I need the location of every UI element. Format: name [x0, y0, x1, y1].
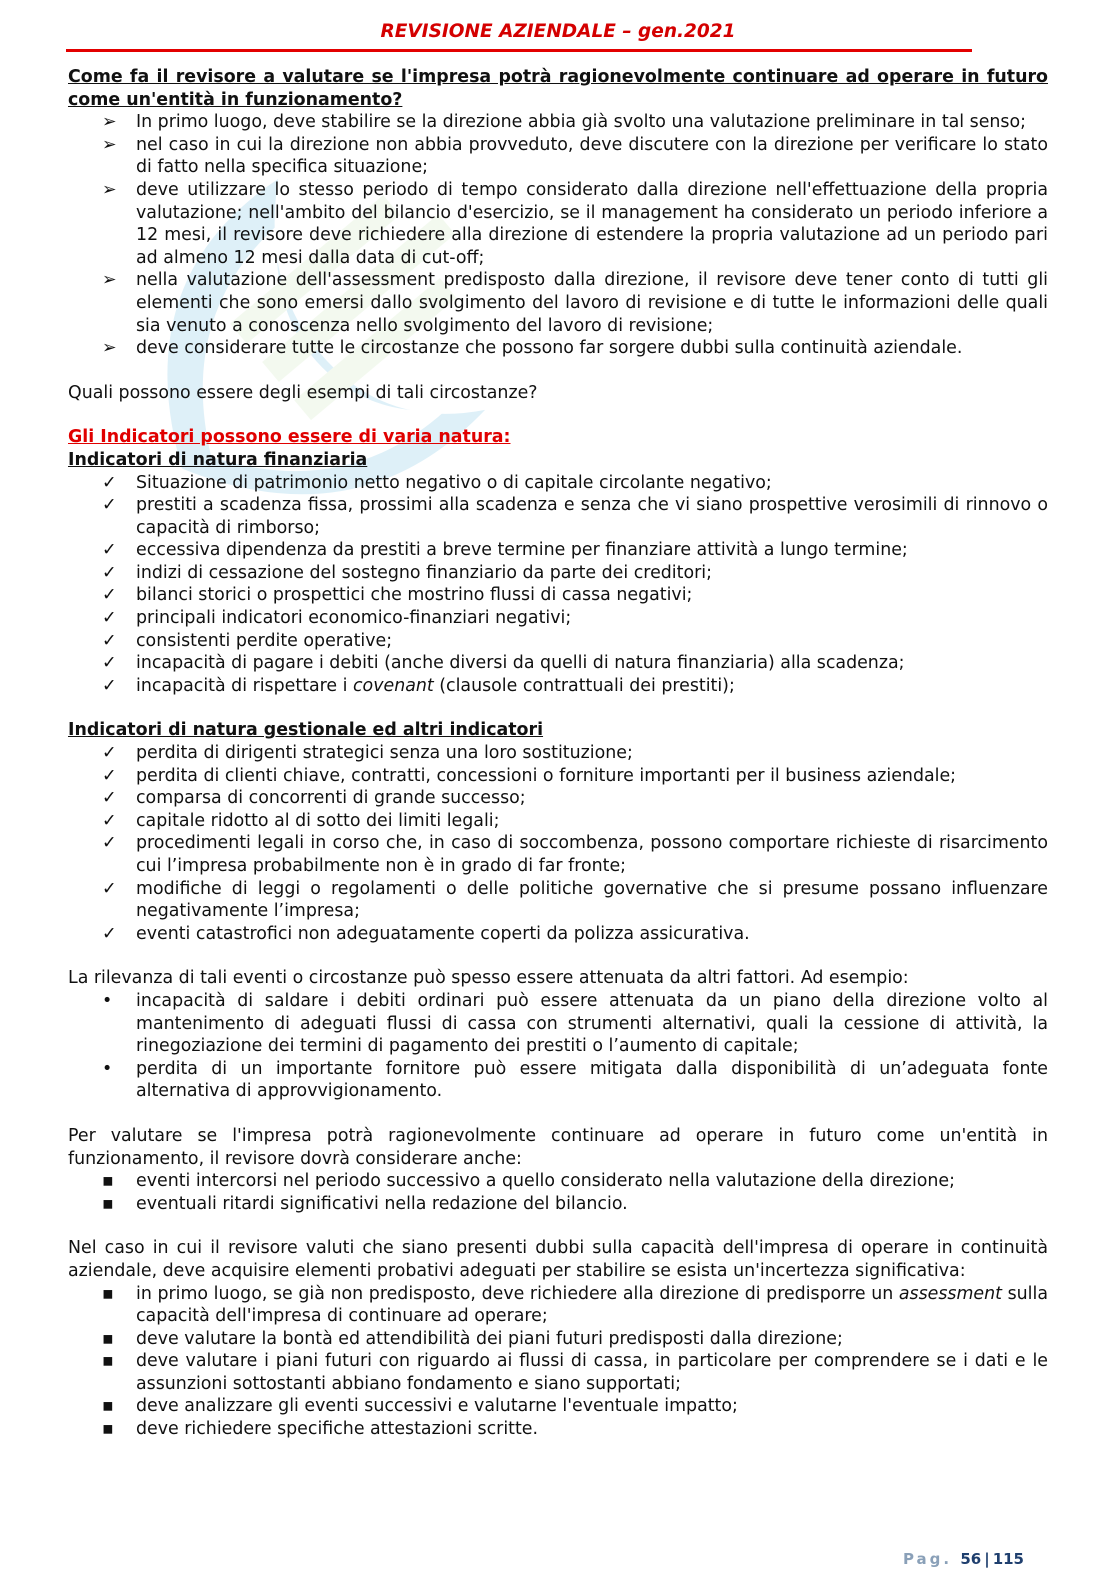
arrow-bullet-icon: ➢	[102, 338, 117, 359]
total-pages: 115	[992, 1550, 1024, 1568]
check-bullet-icon: ✓	[102, 653, 117, 674]
check-bullet-icon: ✓	[102, 495, 117, 516]
check-bullet-icon: ✓	[102, 630, 117, 651]
list-item: ▪ deve valutare i piani futuri con riguardo ai flussi di cassa, in particolare per comprendere se i dati e le assunzioni sottostanti abbiano fondamento e siano supportati;	[102, 1351, 1048, 1394]
page-content	[68, 66, 1048, 1441]
indicators-heading: Gli Indicatori possono essere di varia natura:	[68, 427, 511, 448]
list-item: ✓ eccessiva dipendenza da prestiti a breve termine per finanziare attività a lungo termine;	[102, 540, 908, 561]
list-item: ✓ Situazione di patrimonio netto negativo o di capitale circolante negativo;	[102, 472, 772, 493]
management-indicators-list	[68, 742, 1048, 945]
check-bullet-icon: ✓	[102, 540, 117, 561]
list-item: ✓ eventi catastrofici non adeguatamente coperti da polizza assicurativa.	[102, 923, 750, 944]
check-bullet-icon: ✓	[102, 923, 117, 944]
list-item: ✓ consistenti perdite operative;	[102, 630, 393, 651]
mitigation-intro: La rilevanza di tali eventi o circostanze può spesso essere attenuata da altri fattori. Ad esempio:	[68, 968, 909, 989]
mitigation-list	[68, 990, 1048, 1103]
list-item: ▪ deve richiedere specifiche attestazioni scritte.	[102, 1419, 539, 1440]
square-bullet-icon: ▪	[102, 1419, 114, 1440]
check-bullet-icon: ✓	[102, 472, 117, 493]
financial-indicators-heading: Indicatori di natura finanziaria	[68, 449, 368, 470]
current-page: 56	[960, 1550, 982, 1568]
square-bullet-icon: ▪	[102, 1283, 114, 1304]
check-bullet-icon: ✓	[102, 608, 117, 629]
consider-intro: Per valutare se l'impresa potrà ragionevolmente continuare ad operare in futuro come un'entità in funzionamento, il revisore dovrà considerare anche:	[68, 1125, 1048, 1169]
check-bullet-icon: ✓	[102, 585, 117, 606]
check-bullet-icon: ✓	[102, 878, 117, 899]
check-bullet-icon: ✓	[102, 833, 117, 854]
square-bullet-icon: ▪	[102, 1396, 114, 1417]
list-item: ✓ indizi di cessazione del sostegno finanziario da parte dei creditori;	[102, 562, 712, 583]
list-item: ➢ nel caso in cui la direzione non abbia provveduto, deve discutere con la direzione per verificare lo stato di fatto nella specifica situazione;	[102, 134, 1048, 178]
list-item: ➢ deve utilizzare lo stesso periodo di tempo considerato dalla direzione nell'effettuazione della propria valutazione; nell'ambito del bilancio d'esercizio, se il management ha considerato un periodo inferiore a 12 mesi, il revisore deve richiedere alla direzione di estendere la propria valutazione ad un periodo pari ad almeno 12 mesi dalla data di cut-off;	[102, 179, 1048, 268]
list-item: ▪ deve valutare la bontà ed attendibilità dei piani futuri predisposti dalla direzione;	[102, 1328, 843, 1349]
financial-indicators-list	[68, 472, 1048, 698]
list-item: ✓ modifiche di leggi o regolamenti o delle politiche governative che si presume possano influenzare negativamente l’impresa;	[102, 878, 1048, 922]
arrow-bullet-icon: ➢	[102, 179, 117, 200]
list-item: ✓ procedimenti legali in corso che, in caso di soccombenza, possono comportare richieste di risarcimento cui l’impresa probabilmente non è in grado di far fronte;	[102, 833, 1048, 876]
square-bullet-icon: ▪	[102, 1193, 114, 1214]
list-item: ✓ perdita di dirigenti strategici senza una loro sostituzione;	[102, 743, 633, 764]
list-item: ✓ principali indicatori economico-finanziari negativi;	[102, 608, 572, 629]
evaluation-steps-list	[68, 111, 1048, 360]
doubts-intro: Nel caso in cui il revisore valuti che siano presenti dubbi sulla capacità dell'impresa di operare in continuità aziendale, deve acquisire elementi probativi adeguati per stabilire se esista un'incertezza significativa:	[68, 1238, 1048, 1281]
list-item: ✓ capitale ridotto al di sotto dei limiti legali;	[102, 810, 500, 831]
list-item: ➢ In primo luogo, deve stabilire se la direzione abbia già svolto una valutazione preliminare in tal senso;	[102, 112, 1026, 133]
list-item: ✓ bilanci storici o prospettici che mostrino flussi di cassa negativi;	[102, 585, 693, 606]
examples-question: Quali possono essere degli esempi di tali circostanze?	[68, 382, 538, 403]
page-header-title: REVISIONE AZIENDALE – gen.2021	[380, 21, 736, 42]
list-item: ✓ incapacità di pagare i debiti (anche diversi da quelli di natura finanziaria) alla scadenza;	[102, 653, 905, 674]
dot-bullet-icon: •	[102, 990, 113, 1011]
page-label: Pag.	[902, 1550, 953, 1568]
check-bullet-icon: ✓	[102, 788, 117, 809]
list-item: ▪ in primo luogo, se già non predisposto, deve richiedere alla direzione di predisporre un assessment sulla capacità dell'impresa di continuare ad operare;	[102, 1283, 1048, 1327]
list-item: • perdita di un importante fornitore può essere mitigata dalla disponibilità di un’adeguata fonte alternativa di approvvigionamento.	[102, 1058, 1048, 1102]
question-heading: Come fa il revisore a valutare se l'impresa potrà ragionevolmente continuare ad operare in futuro come un'entità in funzionamento?	[68, 67, 1048, 110]
doubts-list	[68, 1283, 1048, 1441]
management-indicators-heading: Indicatori di natura gestionale ed altri indicatori	[68, 720, 544, 741]
check-bullet-icon: ✓	[102, 743, 117, 764]
square-bullet-icon: ▪	[102, 1328, 114, 1349]
check-bullet-icon: ✓	[102, 765, 117, 786]
consider-list	[68, 1170, 1048, 1215]
square-bullet-icon: ▪	[102, 1351, 114, 1372]
list-item: ✓ incapacità di rispettare i covenant (clausole contrattuali dei prestiti);	[102, 675, 735, 696]
list-item: ➢ nella valutazione dell'assessment predisposto dalla direzione, il revisore deve tener conto di tutti gli elementi che sono emersi dallo svolgimento del lavoro di revisione e di tutte le informazioni delle quali sia venuto a conoscenza nello svolgimento del lavoro di revisione;	[102, 270, 1048, 336]
list-item: ✓ comparsa di concorrenti di grande successo;	[102, 788, 526, 809]
arrow-bullet-icon: ➢	[102, 134, 117, 155]
list-item: ✓ prestiti a scadenza fissa, prossimi alla scadenza e senza che vi siano prospettive verosimili di rinnovo o capacità di rimborso;	[102, 495, 1048, 538]
dot-bullet-icon: •	[102, 1058, 113, 1079]
square-bullet-icon: ▪	[102, 1171, 114, 1192]
page-number: Pag. 56 | 115	[902, 1550, 1024, 1568]
list-item: ▪ eventuali ritardi significativi nella redazione del bilancio.	[102, 1193, 628, 1214]
check-bullet-icon: ✓	[102, 562, 117, 583]
check-bullet-icon: ✓	[102, 675, 117, 696]
check-bullet-icon: ✓	[102, 810, 117, 831]
arrow-bullet-icon: ➢	[102, 112, 117, 133]
header-rule	[66, 49, 972, 52]
arrow-bullet-icon: ➢	[102, 270, 117, 291]
list-item: ▪ deve analizzare gli eventi successivi e valutarne l'eventuale impatto;	[102, 1396, 738, 1417]
list-item: • incapacità di saldare i debiti ordinari può essere attenuata da un piano della direzione volto al mantenimento di adeguati flussi di cassa con strumenti alternativi, quali la cessione di attività, la rinegoziazione dei termini di pagamento dei prestiti o l’aumento di capitale;	[102, 990, 1048, 1057]
list-item: ➢ deve considerare tutte le circostanze che possono far sorgere dubbi sulla continuità aziendale.	[102, 338, 963, 359]
list-item: ▪ eventi intercorsi nel periodo successivo a quello considerato nella valutazione della direzione;	[102, 1171, 955, 1192]
list-item: ✓ perdita di clienti chiave, contratti, concessioni o forniture importanti per il business aziendale;	[102, 765, 957, 786]
